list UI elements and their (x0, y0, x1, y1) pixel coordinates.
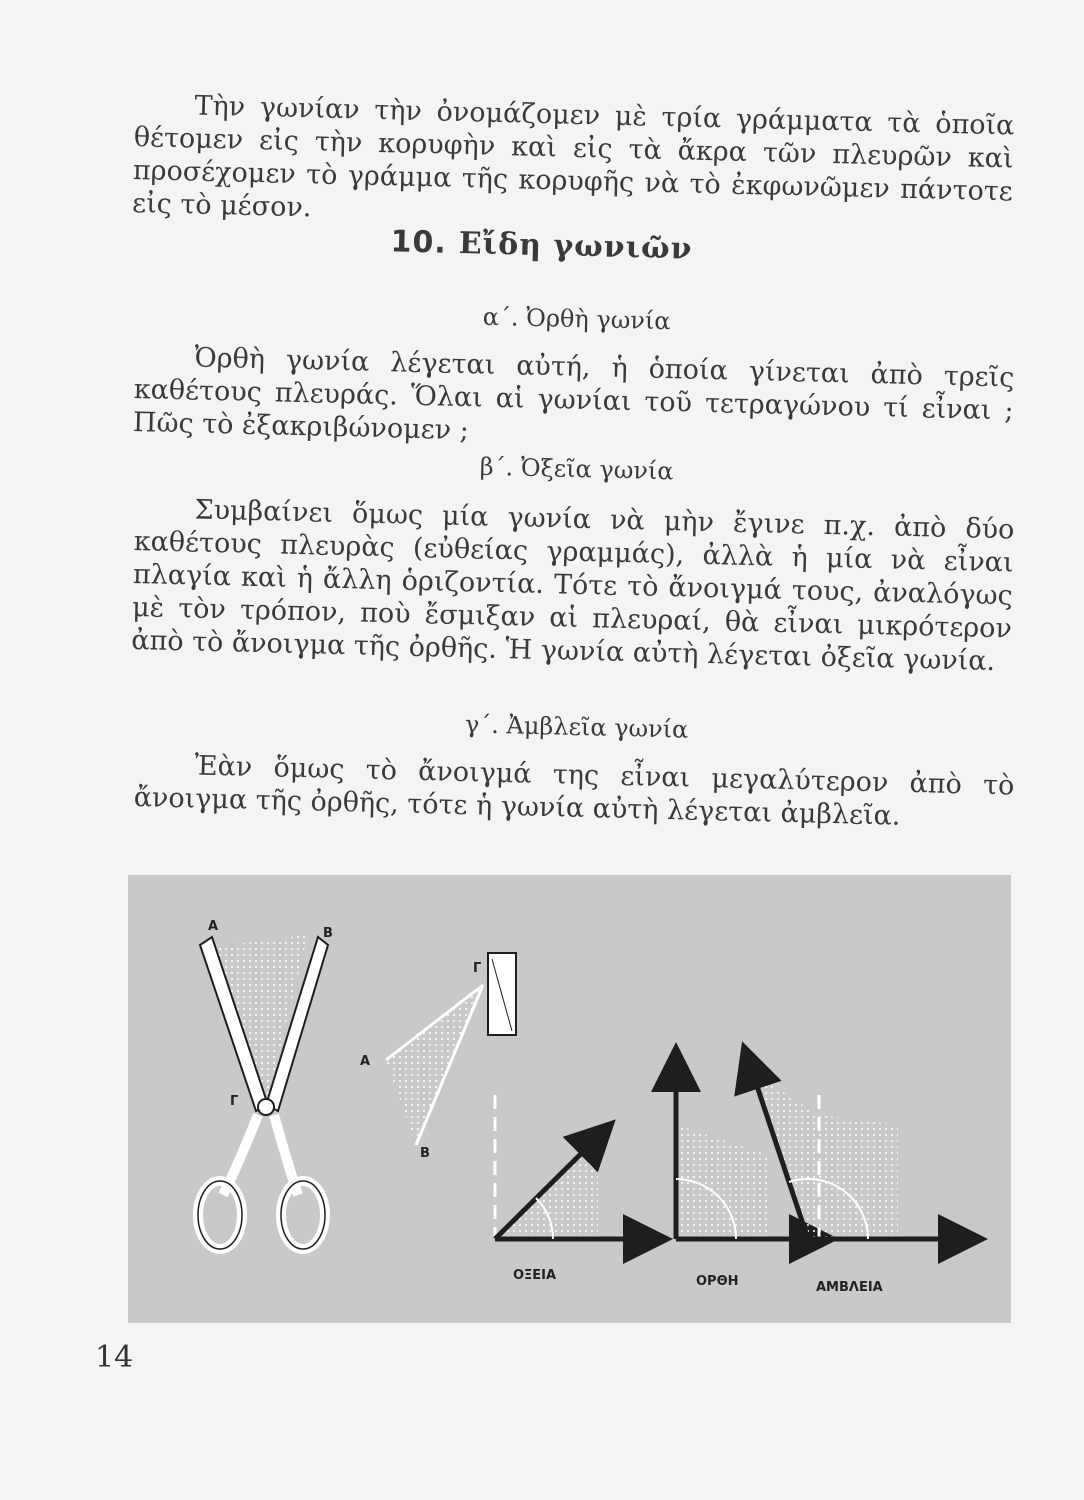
acute-angle-text: Συμβαίνει ὅμως μία γωνία νὰ μὴν ἔγινε π.χ. ἀπὸ δύο καθέτους πλευρὰς (εὐθείας γραμμάς), ἀλλὰ ἡ μία νὰ εἶναι πλαγία καὶ ἡ ἄλλη ὁριζοντία. Τότε τὸ ἄνοιγμά τους, ἀναλόγως μὲ τὸν τρόπον, ποὺ ἔσμιξαν αἱ πλευραί, θὰ εἶναι μικρότερον ἀπὸ τὸ ἄνοιγμα τῆς ὀρθῆς. Ἡ γωνία αὐτὴ λέγεται ὀξεῖα γωνία. (130, 494, 1015, 678)
section-title: Εἴδη γωνιῶν (458, 225, 693, 267)
wall-label-a: Α (360, 1054, 371, 1069)
obtuse-label: ΑΜΒΛΕΙΑ (816, 1280, 883, 1295)
wall-label-b: Β (420, 1146, 430, 1161)
right-angle-paragraph (133, 340, 1015, 460)
scissors-pivot (258, 1099, 274, 1115)
obtuse-angle-text: Ἐὰν ὅμως τὸ ἄνοιγμά της εἶναι μεγαλύτερον ἀπὸ τὸ ἄνοιγμα τῆς ὀρθῆς, τότε ἡ γωνία αὐτὴ λέγεται ἀμβλεῖα. (133, 750, 1015, 832)
subsection-right-angle-heading: α΄. Ὀρθὴ γωνία (482, 302, 671, 336)
page-number: 14 (95, 1340, 134, 1375)
right-angle-text: Ὀρθὴ γωνία λέγεται αὐτή, ἡ ὁποία γίνεται ἀπὸ τρεῖς καθέτους πλευράς. Ὅλαι αἱ γωνίαι τοῦ τετραγώνου τί εἶναι ; Πῶς τὸ ἐξακριβώνομεν ; (132, 342, 1015, 447)
scissors-label-g: Γ (230, 1094, 239, 1109)
wall-angle-shading (386, 985, 483, 1145)
scissors-label-b: Β (323, 926, 333, 941)
obtuse-shading (750, 1070, 898, 1239)
scissors-label-a: Α (208, 919, 219, 934)
obtuse-angle-group (750, 1065, 963, 1295)
acute-angle-group (495, 1095, 648, 1283)
right-shading (676, 1125, 768, 1239)
obtuse-angle-paragraph (133, 748, 1014, 835)
scissors-group (198, 919, 333, 1249)
section-number: 10. (390, 224, 448, 261)
illustration-svg (128, 875, 1011, 1323)
intro-paragraph (132, 88, 1015, 241)
scissors-ring-right-outline (281, 1181, 325, 1249)
subsection-acute-angle-heading: β΄. Ὀξεῖα γωνία (479, 452, 674, 486)
right-label: ΟΡΘΗ (696, 1274, 739, 1289)
subsection-obtuse-angle-heading: γ΄. Ἀμβλεῖα γωνία (464, 710, 689, 744)
intro-text: Τὴν γωνίαν τὴν ὀνομάζομεν μὲ τρία γράμματα τὰ ὁποῖα θέτομεν εἰς τὴν κορυφὴν καὶ εἰς τὰ ἄκρα τῶν πλευρῶν καὶ προσέχομεν τὸ γράμμα τῆς κορυφῆς νὰ τὸ ἐκφωνῶμεν πάντοτε εἰς τὸ μέσον. (131, 90, 1015, 224)
wall-label-g: Γ (473, 961, 482, 976)
angles-illustration (128, 875, 1011, 1323)
wall-angle-group (360, 953, 516, 1161)
acute-angle-paragraph (131, 492, 1015, 678)
acute-label: ΟΞΕΙΑ (513, 1268, 557, 1283)
